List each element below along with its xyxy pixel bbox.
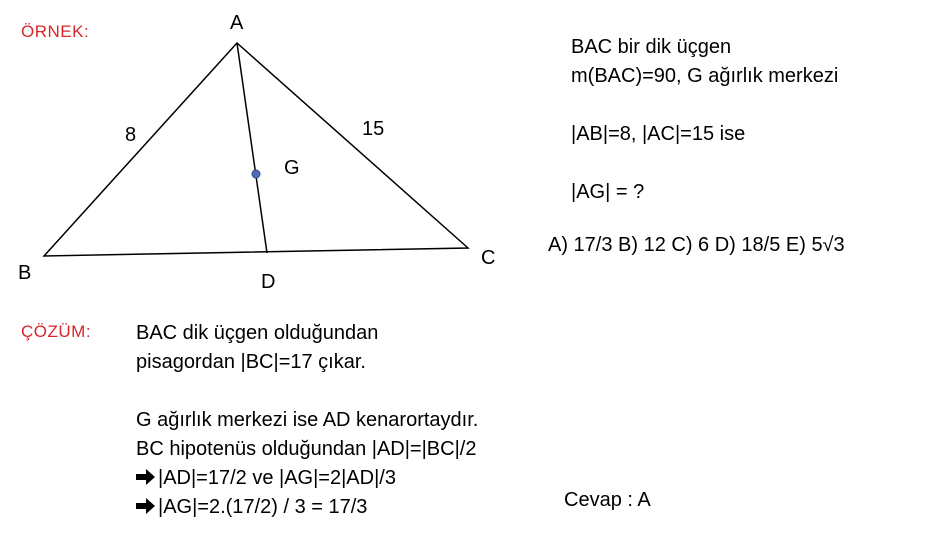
answer-text: Cevap : A <box>564 489 651 511</box>
median-ad <box>237 43 267 253</box>
point-d-label: D <box>261 271 276 293</box>
answer-choices: A) 17/3 B) 12 C) 6 D) 18/5 E) 5√3 <box>548 234 845 256</box>
solution-line-2: pisagordan |BC|=17 çıkar. <box>136 351 366 373</box>
solution-line-6-row <box>136 493 478 522</box>
right-arrow-icon <box>136 468 156 486</box>
example-label: ÖRNEK: <box>21 22 90 41</box>
solution-line-5: |AD|=17/2 ve |AG|=2|AD|/3 <box>158 467 396 489</box>
question-line-4: |AG| = ? <box>571 181 645 203</box>
point-g-label: G <box>284 157 300 179</box>
triangle-abc <box>44 43 468 256</box>
question-line-2: m(BAC)=90, G ağırlık merkezi <box>571 65 839 87</box>
solution-line-5-row <box>136 464 478 493</box>
vertex-c-label: C <box>481 247 496 269</box>
centroid-point <box>252 170 260 178</box>
right-arrow-icon <box>136 497 156 515</box>
vertex-a-label: A <box>230 12 244 34</box>
side-ab-label: 8 <box>125 124 137 146</box>
question-line-3: |AB|=8, |AC|=15 ise <box>571 123 746 145</box>
solution-text <box>136 319 478 522</box>
vertex-b-label: B <box>18 262 32 284</box>
solution-line-6: |AG|=2.(17/2) / 3 = 17/3 <box>158 496 368 518</box>
question-line-1: BAC bir dik üçgen <box>571 36 732 58</box>
solution-line-4: BC hipotenüs olduğundan |AD|=|BC|/2 <box>136 438 477 460</box>
solution-line-1: BAC dik üçgen olduğundan <box>136 322 379 344</box>
solution-line-3: G ağırlık merkezi ise AD kenarortaydır. <box>136 409 479 431</box>
solution-label: ÇÖZÜM: <box>21 322 92 341</box>
side-ac-label: 15 <box>362 118 385 140</box>
question-text <box>571 33 838 207</box>
